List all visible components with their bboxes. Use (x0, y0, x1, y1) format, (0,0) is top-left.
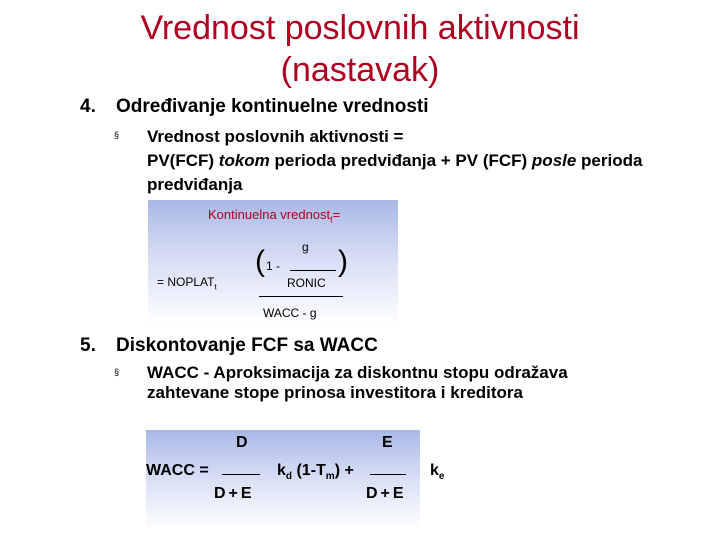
wacc-e-denominator: D+E (366, 485, 407, 502)
continuing-value-title-sub: t (330, 214, 333, 225)
section4-line2 (147, 150, 642, 172)
cv-denominator: WACC - g (263, 306, 317, 320)
wacc-d-denominator: D+E (214, 485, 255, 502)
cv-main-fraction-line (259, 296, 343, 297)
continuing-value-title (208, 207, 340, 225)
wacc-ke-term (430, 462, 444, 482)
section4-line2-b: tokom (218, 151, 270, 170)
continuing-value-title-eq: = (332, 207, 341, 222)
wacc-kd-term (277, 462, 354, 482)
cv-ronic: RONIC (287, 276, 326, 290)
slide-title-line1: Vrednost poslovnih aktivnosti (140, 9, 580, 47)
cv-noplat (157, 275, 217, 291)
section5-bullet-icon: § (114, 367, 120, 377)
wacc-ke-sub: e (438, 471, 445, 483)
section5-number: 5. (80, 335, 96, 356)
section4-line1: Vrednost poslovnih aktivnosti = (147, 127, 404, 146)
wacc-tm-sub: m (325, 471, 335, 483)
section4-line3: predviđanja (147, 175, 243, 194)
section5-line1: WACC - Aproksimacija za diskontnu stopu odražava (147, 363, 568, 382)
cv-one-minus: 1 - (266, 259, 281, 273)
section5-line2: zahtevane stope prinosa investitora i kreditora (147, 383, 524, 402)
cv-noplat-text: = NOPLAT (157, 275, 215, 289)
wacc-d-numerator: D (236, 434, 248, 451)
wacc-e-numerator: E (382, 434, 393, 451)
section4-number: 4. (80, 96, 96, 117)
wacc-kd: k (277, 462, 286, 479)
slide-title-line2: (nastavak) (280, 51, 440, 89)
section4-heading: Određivanje kontinuelne vrednosti (116, 96, 429, 117)
wacc-one-minus-tm: (1-T (296, 462, 326, 479)
section5-heading: Diskontovanje FCF sa WACC (116, 335, 378, 356)
wacc-kd-sub: d (285, 471, 293, 483)
continuing-value-title-text: Kontinuelna vrednost (208, 207, 331, 222)
wacc-close-plus: ) + (334, 462, 354, 479)
wacc-lhs: WACC = (146, 462, 209, 479)
cv-g-symbol: g (302, 240, 309, 254)
wacc-e-fraction-line (370, 474, 406, 475)
section4-line2-e: perioda (576, 151, 643, 170)
cv-inner-fraction-line (290, 270, 336, 271)
cv-open-paren-icon: ( (255, 245, 265, 278)
section4-line2-d: posle (531, 151, 577, 170)
cv-close-paren-icon: ) (338, 245, 348, 278)
wacc-ke: k (430, 462, 439, 479)
section4-line2-a: PV(FCF) (147, 151, 219, 170)
wacc-d-fraction-line (222, 474, 260, 475)
cv-noplat-sub: t (214, 282, 217, 292)
section4-line2-c: perioda predviđanja + PV (FCF) (269, 151, 532, 170)
section4-bullet-icon: § (114, 130, 120, 140)
